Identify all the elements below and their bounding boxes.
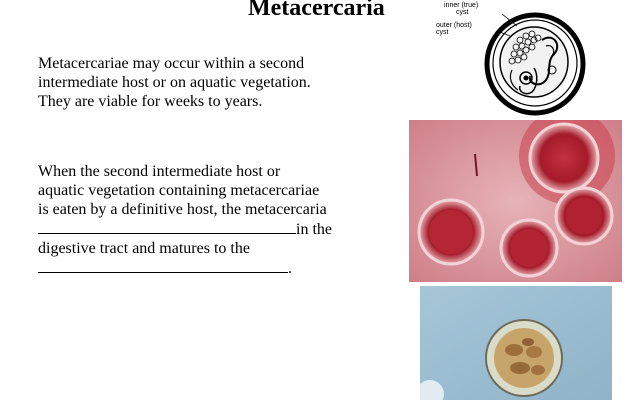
blank-2	[38, 258, 288, 273]
fill-in-line-2	[38, 258, 383, 278]
stained-cysts-image	[409, 120, 622, 282]
inner-cyst-label-line: cyst	[456, 9, 469, 16]
text-line: aquatic vegetation containing metacercariae	[38, 182, 320, 199]
text-line: They are viable for weeks to years.	[38, 93, 263, 110]
cyst-micrograph-image	[420, 286, 612, 400]
inner-cyst-label	[444, 2, 478, 16]
text-line: intermediate host or on aquatic vegetation.	[38, 74, 311, 91]
paragraph-excystment	[38, 162, 383, 278]
text-line: is eaten by a definitive host, the metacercaria	[38, 201, 327, 218]
outer-cyst-label-line: outer (host)	[436, 22, 472, 29]
blank-2-suffix: .	[288, 260, 292, 277]
fill-in-line-1	[38, 219, 383, 239]
metacercaria-micrograph	[420, 286, 612, 400]
blank-1	[38, 219, 296, 234]
outer-cyst-label-line: cyst	[436, 29, 449, 36]
slide-title: Metacercaria	[248, 0, 385, 21]
metacercaria-diagram	[436, 0, 587, 118]
text-line: When the second intermediate host or	[38, 163, 281, 180]
text-line: Metacercariae may occur within a second	[38, 55, 305, 72]
cyst-diagram-illustration	[442, 0, 587, 118]
paragraph-viability	[38, 54, 383, 111]
outer-cyst-label	[436, 22, 472, 36]
text-line: digestive tract and matures to the	[38, 240, 250, 257]
blank-1-suffix: in the	[296, 221, 332, 238]
inner-cyst-label-line: inner (true)	[444, 2, 479, 9]
stained-metacercariae-photo	[409, 120, 622, 282]
